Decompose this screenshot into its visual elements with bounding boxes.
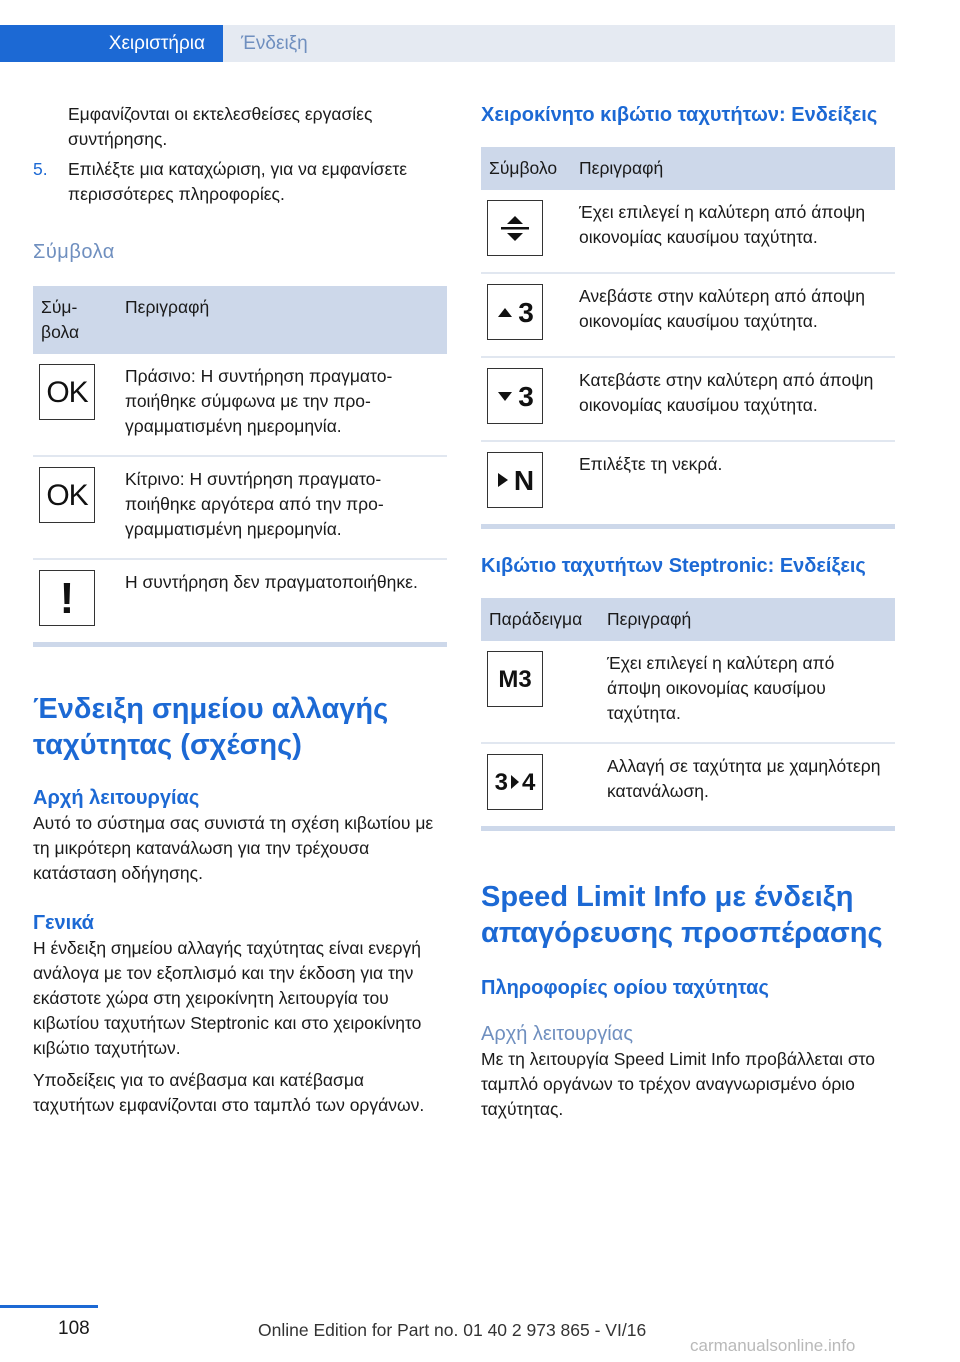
footer-accent-line (0, 1305, 98, 1308)
symbols-heading: Σύμβολα (33, 241, 115, 263)
column-header-description: Περιγραφή (599, 598, 895, 641)
table-row (481, 441, 895, 524)
table-header-row (481, 147, 895, 190)
table-row (481, 743, 895, 826)
step-5 (33, 157, 447, 207)
shift-3-4-icon: 3 4 (487, 754, 543, 810)
speed-text: Με τη λειτουργία Speed Limit Info προβάλλεται στο ταμπλό οργάνων το τρέχον αναγνωρισμένο όριο ταχύτητας. (481, 1049, 876, 1119)
description-cell: Κατεβάστε στην καλύτερη από άποψη οικονομίας καυσίμου ταχύτητα. (571, 357, 895, 441)
ok-icon: OK (39, 364, 95, 420)
section-title: Ένδειξη σημείου αλλαγής ταχύτητας (σχέσης) (33, 693, 389, 761)
upshift-3-icon: 3 (487, 284, 543, 340)
table-row (33, 456, 447, 559)
downshift-3-icon: 3 (487, 368, 543, 424)
speed-principle-heading: Αρχή λειτουργίας (481, 1023, 633, 1045)
table-header-row (33, 286, 447, 354)
general-text-2: Υποδείξεις για το ανέβασμα και κατέβασμα ταχυτήτων εμφανίζονται στο ταμπλό των οργάνων. (33, 1070, 425, 1115)
m3-icon: M3 (487, 651, 543, 707)
tab-display[interactable]: Ένδειξη (223, 25, 895, 62)
step-number: 5. (33, 159, 48, 179)
icon-cell (481, 641, 599, 743)
icon-cell (33, 559, 117, 642)
intro-text: Εμφανίζονται οι εκτελεσθείσες εργασίες συντήρησης. (68, 104, 373, 149)
exclamation-icon: ! (39, 570, 95, 626)
principle-text: Αυτό το σύστημα σας συνιστά τη σχέση κιβωτίου με τη μικρότερη κατανάλωση για την τρέχουσα κατάσταση οδήγησης. (33, 813, 434, 883)
step-text: Επιλέξτε μια καταχώριση, για να εμφανίσετε περισσότερες πληροφορίες. (68, 159, 408, 204)
column-header-symbol: Σύμβολα (33, 286, 117, 354)
symbols-table (33, 286, 447, 642)
table-row (481, 641, 895, 743)
tab-controls[interactable]: Χειριστήρια (0, 25, 223, 62)
table-row (481, 357, 895, 441)
right-column (481, 88, 895, 1122)
column-header-description: Περιγραφή (117, 286, 447, 354)
description-cell: Αλλαγή σε ταχύτητα με χαμηλότερη κατανάλωση. (607, 756, 881, 801)
manual-gearbox-heading: Χειροκίνητο κιβώτιο ταχυτήτων: Ενδείξεις (481, 104, 878, 126)
ok-icon: OK (39, 467, 95, 523)
table-row (481, 190, 895, 273)
icon-cell (481, 441, 571, 524)
table-row (481, 273, 895, 357)
section-divider (33, 642, 447, 647)
section-divider (481, 826, 895, 831)
description-cell: Πράσινο: Η συντήρηση πραγματοποιήθηκε σύμφωνα με την προγραμματισμένη ημερομηνία. (117, 354, 447, 456)
icon-cell (481, 743, 599, 826)
description-cell: Έχει επιλεγεί η καλύτερη από άποψη οικονομίας καυσίμου ταχύτητα. (571, 190, 895, 273)
table-row (33, 559, 447, 642)
steptronic-heading: Κιβώτιο ταχυτήτων Steptronic: Ενδείξεις (481, 555, 866, 577)
description-cell: Η συντήρηση δεν πραγματοποιήθηκε. (125, 572, 418, 592)
page-header (0, 0, 960, 62)
edition-text: Online Edition for Part no. 01 40 2 973 865 - VI/16 (258, 1320, 647, 1340)
icon-cell (33, 354, 117, 456)
column-header-example: Παράδειγμα (481, 598, 599, 641)
watermark: carmanualsonline.info (690, 1336, 856, 1355)
table-row (33, 354, 447, 456)
neutral-icon: N (487, 452, 543, 508)
speed-limit-title: Speed Limit Info με ένδειξη απαγόρευσης προσπέρασης (481, 881, 883, 949)
table-header-row (481, 598, 895, 641)
general-text: Η ένδειξη σημείου αλλαγής ταχύτητας είναι ενεργή ανάλογα με τον εξοπλισμό και την έκδοση για την εκάστοτε χώρα στη χειροκίνητη λειτουργία του κιβωτίου ταχυτήτων Steptronic και στο χειροκίνητο κιβώτιο ταχυτήτων. (33, 938, 422, 1058)
column-header-description: Περιγραφή (571, 147, 895, 190)
icon-cell (33, 456, 117, 559)
description-cell: Κίτρινο: Η συντήρηση πραγματοποιήθηκε αργότερα από την προγραμματισμένη ημερομηνία. (117, 456, 447, 559)
steptronic-table (481, 598, 895, 826)
icon-cell (481, 357, 571, 441)
description-cell: Επιλέξτε τη νεκρά. (579, 454, 723, 474)
page-number: 108 (58, 1318, 90, 1339)
speed-info-heading: Πληροφορίες ορίου ταχύτητας (481, 977, 769, 999)
manual-gearbox-table (481, 147, 895, 524)
left-column (33, 88, 447, 1118)
column-header-symbol: Σύμβολο (481, 147, 571, 190)
optimal-gear-icon (487, 200, 543, 256)
icon-cell (481, 273, 571, 357)
description-cell: Ανεβάστε στην καλύτερη από άποψη οικονομίας καυσίμου ταχύτητα. (571, 273, 895, 357)
general-heading: Γενικά (33, 912, 94, 934)
description-cell: Έχει επιλεγεί η καλύτερη από άποψη οικονομίας καυσίμου ταχύτητα. (599, 641, 895, 743)
section-divider (481, 524, 895, 529)
icon-cell (481, 190, 571, 273)
principle-heading: Αρχή λειτουργίας (33, 787, 200, 809)
